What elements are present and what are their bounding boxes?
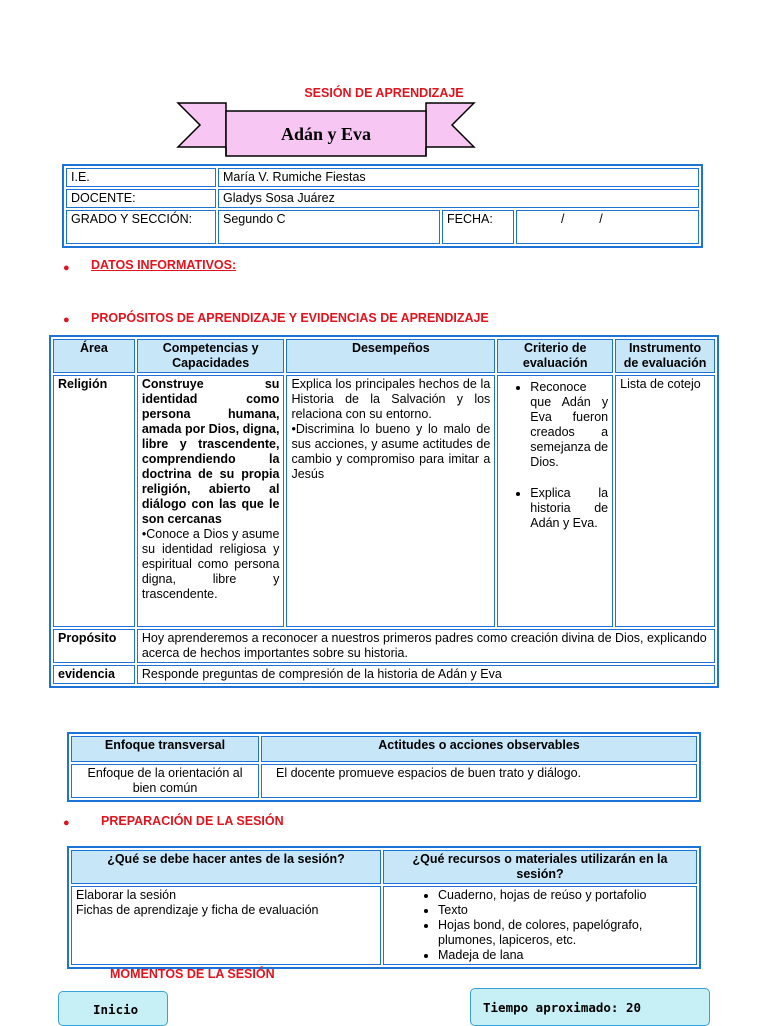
fecha-value: / /	[516, 210, 699, 244]
instrumento-value: Lista de cotejo	[615, 375, 715, 627]
competencia-text: Construye su identidad como persona humana, amada por Dios, digna, libre y trascendente, comprendiendo la doctrina de su propia religión, abierto al diálogo con las que le son cercanas	[141, 377, 280, 526]
inicio-label: Inicio	[93, 1002, 139, 1017]
antes-item: Elaborar la sesión	[76, 888, 177, 902]
desempeno-2: •Discrimina lo bueno y lo malo de sus acciones, y asume actitudes de cambio y compromiso para imitar a Jesús	[291, 422, 491, 481]
preparacion-heading: PREPARACIÓN DE LA SESIÓN	[101, 814, 284, 828]
enfoque-value: Enfoque de la orientación al bien común	[71, 764, 259, 798]
enfoque-table	[67, 732, 701, 802]
bullet-icon: ●	[63, 262, 70, 274]
header-criterio: Criterio de evaluación	[497, 339, 613, 373]
datos-heading: DATOS INFORMATIVOS:	[91, 258, 237, 272]
docente-value: Gladys Sosa Juárez	[218, 189, 699, 208]
recurso-item: • Cuaderno, hojas de reúso y portafolio	[438, 888, 692, 903]
recurso-item: • Madeja de lana	[438, 948, 692, 963]
docente-label: DOCENTE:	[66, 189, 216, 208]
ie-value: María V. Rumiche Fiestas	[218, 168, 699, 187]
propositos-heading: PROPÓSITOS DE APRENDIZAJE Y EVIDENCIAS DE APRENDIZAJE	[91, 311, 489, 325]
antes-cell	[71, 886, 381, 965]
ie-label: I.E.	[66, 168, 216, 187]
proposito-label: Propósito	[53, 629, 135, 663]
session-title: SESIÓN DE APRENDIZAJE	[304, 86, 464, 100]
area-value: Religión	[53, 375, 135, 627]
grado-value: Segundo C	[218, 210, 440, 244]
header-enfoque: Enfoque transversal	[71, 736, 259, 762]
evidencia-label: evidencia	[53, 665, 135, 684]
desempenos-cell	[286, 375, 495, 627]
recurso-item: • Hojas bond, de colores, papelógrafo, plumones, lapiceros, etc.	[438, 918, 692, 948]
bullet-icon: ●	[63, 314, 70, 326]
header-instrumento: Instrumento de evaluación	[615, 339, 715, 373]
evidencia-value: Responde preguntas de compresión de la historia de Adán y Eva	[137, 665, 715, 684]
header-antes: ¿Qué se debe hacer antes de la sesión?	[71, 850, 381, 884]
recurso-item: • Texto	[438, 903, 692, 918]
momentos-heading: MOMENTOS DE LA SESIÓN	[110, 967, 275, 981]
grado-label: GRADO Y SECCIÓN:	[66, 210, 216, 244]
actitud-value: El docente promueve espacios de buen trato y diálogo.	[261, 764, 697, 798]
competencias-cell	[137, 375, 285, 627]
criterio-item: • Explica la historia de Adán y Eva.	[530, 486, 608, 531]
criterio-item: • Reconoce que Adán y Eva fueron creados a semejanza de Dios.	[530, 380, 608, 470]
desempeno-1: Explica los principales hechos de la Historia de la Salvación y los relaciona con su entorno.	[291, 377, 491, 421]
recursos-cell	[383, 886, 697, 965]
header-actitudes: Actitudes o acciones observables	[261, 736, 697, 762]
antes-item: Fichas de aprendizaje y ficha de evaluación	[76, 903, 319, 917]
info-table	[62, 164, 703, 248]
prep-table	[67, 846, 701, 969]
proposito-value: Hoy aprenderemos a reconocer a nuestros primeros padres como creación divina de Dios, explicando acerca de hechos importantes sobre su historia.	[137, 629, 715, 663]
lesson-title: Adán y Eva	[280, 124, 372, 144]
tiempo-box	[470, 988, 710, 1026]
capacidad-text: •Conoce a Dios y asume su identidad religiosa y espiritual como persona digna, libre y trascendente.	[141, 527, 280, 601]
criterio-cell	[497, 375, 613, 627]
tiempo-label: Tiempo aproximado: 20	[483, 1000, 642, 1015]
header-desempenos: Desempeños	[286, 339, 495, 373]
header-competencias: Competencias y Capacidades	[137, 339, 285, 373]
bullet-icon: ●	[63, 817, 70, 829]
inicio-box	[58, 991, 168, 1026]
header-recursos: ¿Qué recursos o materiales utilizarán en la sesión?	[383, 850, 697, 884]
fecha-label: FECHA:	[442, 210, 514, 244]
header-area: Área	[53, 339, 135, 373]
purpose-table	[49, 335, 719, 688]
